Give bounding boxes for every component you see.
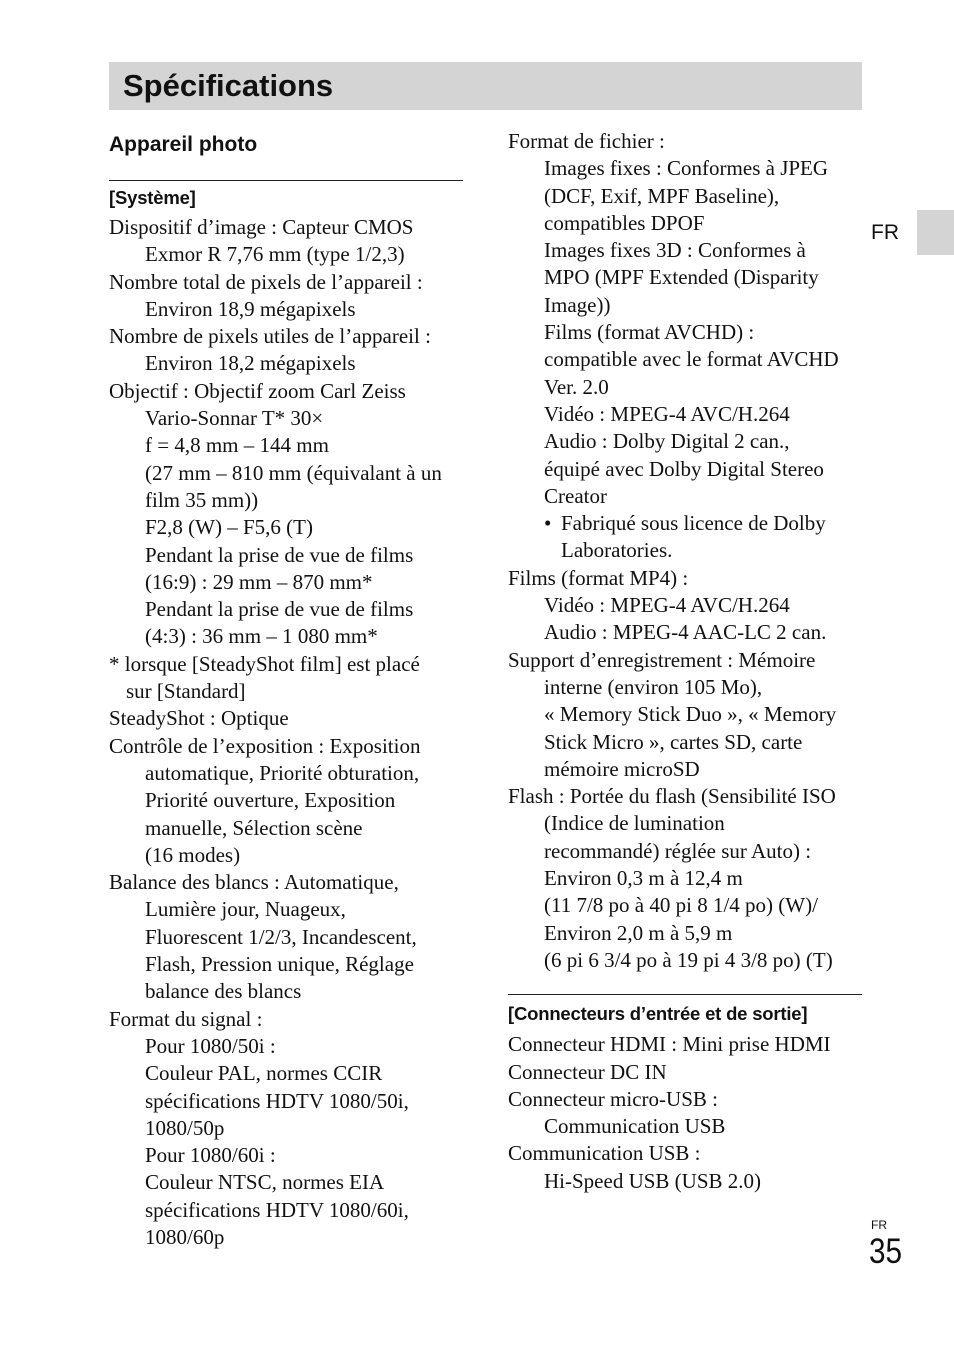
spec-line (508, 756, 862, 783)
spec-line-text: Nombre total de pixels de l’appareil : (109, 269, 423, 294)
spec-line (109, 815, 463, 842)
spec-line-text: Connecteur micro-USB : (508, 1086, 718, 1111)
spec-line-text: * lorsque [SteadyShot film] est placé (109, 651, 420, 676)
spec-line (109, 842, 463, 869)
spec-line (508, 920, 862, 947)
spec-line (508, 947, 862, 974)
spec-line (109, 569, 463, 596)
spec-line (508, 729, 862, 756)
spec-line (508, 237, 862, 264)
spec-line (109, 1006, 463, 1033)
connector-spec-list (508, 1031, 862, 1195)
spec-line (508, 346, 862, 373)
spec-line-text: Hi-Speed USB (USB 2.0) (544, 1168, 762, 1193)
language-tab (917, 210, 954, 255)
spec-line (508, 647, 862, 674)
spec-line (109, 1033, 463, 1060)
spec-line-text: Objectif : Objectif zoom Carl Zeiss (109, 378, 406, 403)
spec-line (508, 838, 862, 865)
spec-line (109, 951, 463, 978)
spec-line (109, 296, 463, 323)
spec-line-text: balance des blancs (145, 979, 302, 1004)
spec-line (508, 892, 862, 919)
spec-line-text: Environ 2,0 m à 5,9 m (544, 920, 733, 945)
spec-line (508, 619, 862, 646)
title-bar (109, 62, 862, 110)
spec-line-text: Support d’enregistrement : Mémoire (508, 647, 816, 672)
spec-line-text: Balance des blancs : Automatique, (109, 870, 399, 895)
spec-line-text: Communication USB (544, 1114, 726, 1139)
spec-line-text: F2,8 (W) – F5,6 (T) (145, 515, 313, 540)
spec-line-text: compatibles DPOF (544, 210, 705, 235)
spec-line-text: automatique, Priorité obturation, (145, 760, 420, 785)
spec-line (508, 810, 862, 837)
spec-line (508, 210, 862, 237)
spec-line (109, 705, 463, 732)
spec-line (109, 432, 463, 459)
spec-line-text: interne (environ 105 Mo), (544, 674, 763, 699)
spec-line-text: Vidéo : MPEG-4 AVC/H.264 (544, 593, 790, 618)
spec-line (109, 651, 463, 678)
spec-line-text: sur [Standard] (126, 679, 246, 704)
spec-line (508, 1059, 862, 1086)
spec-line-text: (16 modes) (145, 842, 241, 867)
section-title-camera: Appareil photo (109, 133, 258, 156)
spec-line-text: Fabriqué sous licence de Dolby (561, 511, 826, 536)
spec-line (508, 674, 862, 701)
spec-line-text: « Memory Stick Duo », « Memory (544, 702, 837, 727)
spec-line-text: Dispositif d’image : Capteur CMOS (109, 215, 414, 239)
spec-line-text: (DCF, Exif, MPF Baseline), (544, 183, 780, 208)
spec-line-text: Connecteur DC IN (508, 1059, 667, 1084)
spec-line (109, 733, 463, 760)
spec-line-text: f = 4,8 mm – 144 mm (145, 433, 329, 458)
file-spec-list (508, 128, 862, 974)
spec-line-text: Pendant la prise de vue de films (145, 542, 414, 567)
spec-line (109, 1224, 463, 1251)
spec-line (109, 350, 463, 377)
spec-line (508, 1031, 862, 1058)
spec-line (109, 978, 463, 1005)
spec-line (109, 514, 463, 541)
spec-line-text: film 35 mm)) (145, 487, 259, 512)
section-divider (109, 180, 463, 181)
spec-line-text: Films (format AVCHD) : (544, 320, 755, 345)
spec-line-text: 1080/50p (145, 1115, 225, 1140)
spec-line-text: Nombre de pixels utiles de l’appareil : (109, 324, 431, 349)
spec-line (109, 269, 463, 296)
spec-line (508, 401, 862, 428)
spec-line (508, 537, 862, 564)
spec-line-text: mémoire microSD (544, 756, 700, 781)
spec-line-text: Contrôle de l’exposition : Exposition (109, 733, 421, 758)
spec-line-text: Pendant la prise de vue de films (145, 597, 414, 622)
spec-line-text: spécifications HDTV 1080/50i, (145, 1088, 409, 1113)
spec-line-text: Connecteur HDMI : Mini prise HDMI (508, 1032, 831, 1057)
spec-line-text: MPO (MPF Extended (Disparity (544, 265, 819, 290)
spec-line (109, 378, 463, 405)
language-label: FR (871, 221, 899, 244)
page-number: 35 (869, 1232, 903, 1271)
spec-line (109, 924, 463, 951)
right-column (508, 128, 862, 1195)
footer-language: FR (871, 1218, 887, 1232)
spec-line-text: Creator (544, 483, 607, 508)
spec-line (508, 565, 862, 592)
spec-line-text: Audio : Dolby Digital 2 can., (544, 429, 790, 454)
spec-line-text: (Indice de lumination (544, 811, 725, 836)
spec-line (109, 869, 463, 896)
spec-line-text: Vidéo : MPEG-4 AVC/H.264 (544, 401, 790, 426)
spec-line-text: Environ 18,9 mégapixels (145, 296, 356, 321)
spec-line (508, 456, 862, 483)
spec-line (508, 128, 862, 155)
spec-line-text: recommandé) réglée sur Auto) : (544, 838, 812, 863)
spec-line (109, 596, 463, 623)
spec-line-text: équipé avec Dolby Digital Stereo (544, 456, 824, 481)
spec-line-text: Images fixes 3D : Conformes à (544, 238, 806, 263)
spec-line (508, 264, 862, 291)
spec-line-text: Environ 0,3 m à 12,4 m (544, 866, 743, 891)
spec-line-text: Format du signal : (109, 1006, 263, 1031)
spec-line-text: (4:3) : 36 mm – 1 080 mm* (145, 624, 378, 649)
spec-line-text: manuelle, Sélection scène (145, 815, 363, 840)
spec-line (109, 1169, 463, 1196)
spec-line-text: Ver. 2.0 (544, 374, 609, 399)
spec-line-text: Audio : MPEG-4 AAC-LC 2 can. (544, 620, 827, 645)
spec-line-text: Fluorescent 1/2/3, Incandescent, (145, 924, 417, 949)
spec-line (109, 678, 463, 705)
spec-line (109, 787, 463, 814)
spec-line (109, 1115, 463, 1142)
spec-line-text: Pour 1080/60i : (145, 1143, 276, 1168)
spec-line (508, 701, 862, 728)
spec-line (508, 374, 862, 401)
left-column (109, 128, 463, 1251)
spec-line (109, 896, 463, 923)
spec-line (508, 592, 862, 619)
spec-line-text: Laboratories. (561, 538, 673, 563)
spec-line (508, 483, 862, 510)
spec-line (109, 1197, 463, 1224)
spec-line-text: Films (format MP4) : (508, 565, 689, 590)
spec-line (508, 1140, 862, 1167)
spec-line (109, 405, 463, 432)
spec-line (109, 460, 463, 487)
spec-line (508, 783, 862, 810)
spec-line (508, 155, 862, 182)
spec-line-text: Exmor R 7,76 mm (type 1/2,3) (145, 242, 405, 267)
spec-line-text: (6 pi 6 3/4 po à 19 pi 4 3/8 po) (T) (544, 947, 833, 972)
spec-line (508, 1113, 862, 1140)
spec-line (109, 1142, 463, 1169)
spec-line (109, 487, 463, 514)
subsection-title-system: [Système] (109, 187, 196, 208)
spec-line-text: spécifications HDTV 1080/60i, (145, 1197, 409, 1222)
spec-line (109, 542, 463, 569)
spec-line-text: SteadyShot : Optique (109, 706, 289, 731)
spec-line-text: Stick Micro », cartes SD, carte (544, 729, 803, 754)
spec-line-text: Environ 18,2 mégapixels (145, 351, 356, 376)
spec-line-text: Flash : Portée du flash (Sensibilité ISO (508, 784, 836, 809)
spec-line-text: Format de fichier : (508, 129, 665, 153)
spec-line-text: Lumière jour, Nuageux, (145, 897, 346, 922)
spec-line (508, 865, 862, 892)
spec-line-text: (27 mm – 810 mm (équivalant à un (145, 460, 442, 485)
spec-line-text: (11 7/8 po à 40 pi 8 1/4 po) (W)/ (544, 893, 818, 918)
spec-line-text: Images fixes : Conformes à JPEG (544, 156, 829, 181)
spec-line (109, 214, 463, 241)
spec-line-text: Communication USB : (508, 1141, 701, 1166)
spec-line-text: Pour 1080/50i : (145, 1033, 276, 1058)
spec-line (508, 1086, 862, 1113)
spec-line (508, 183, 862, 210)
spec-line-text: Priorité ouverture, Exposition (145, 788, 396, 813)
subsection-title-connectors: [Connecteurs d’entrée et de sortie] (508, 1003, 808, 1025)
spec-line-text: Image)) (544, 292, 611, 317)
spec-line-text: Flash, Pression unique, Réglage (145, 952, 414, 977)
spec-line-text: 1080/60p (145, 1224, 225, 1249)
spec-line-text: Couleur NTSC, normes EIA (145, 1170, 385, 1195)
spec-line (109, 323, 463, 350)
spec-line (109, 1060, 463, 1087)
spec-line-text: Vario-Sonnar T* 30× (145, 406, 324, 431)
spec-line (508, 319, 862, 346)
spec-line (109, 760, 463, 787)
spec-line (508, 1168, 862, 1195)
spec-line (109, 241, 463, 268)
bullet-icon: • (544, 511, 552, 536)
spec-line (508, 292, 862, 319)
system-spec-list (109, 214, 463, 1251)
section-divider (508, 994, 862, 995)
spec-line (109, 1088, 463, 1115)
spec-line (508, 510, 862, 537)
spec-line (508, 428, 862, 455)
page-title: Spécifications (123, 68, 334, 103)
spec-line-text: compatible avec le format AVCHD (544, 347, 839, 372)
spec-line (109, 623, 463, 650)
spec-line-text: (16:9) : 29 mm – 870 mm* (145, 569, 373, 594)
spec-line-text: Couleur PAL, normes CCIR (145, 1061, 383, 1086)
